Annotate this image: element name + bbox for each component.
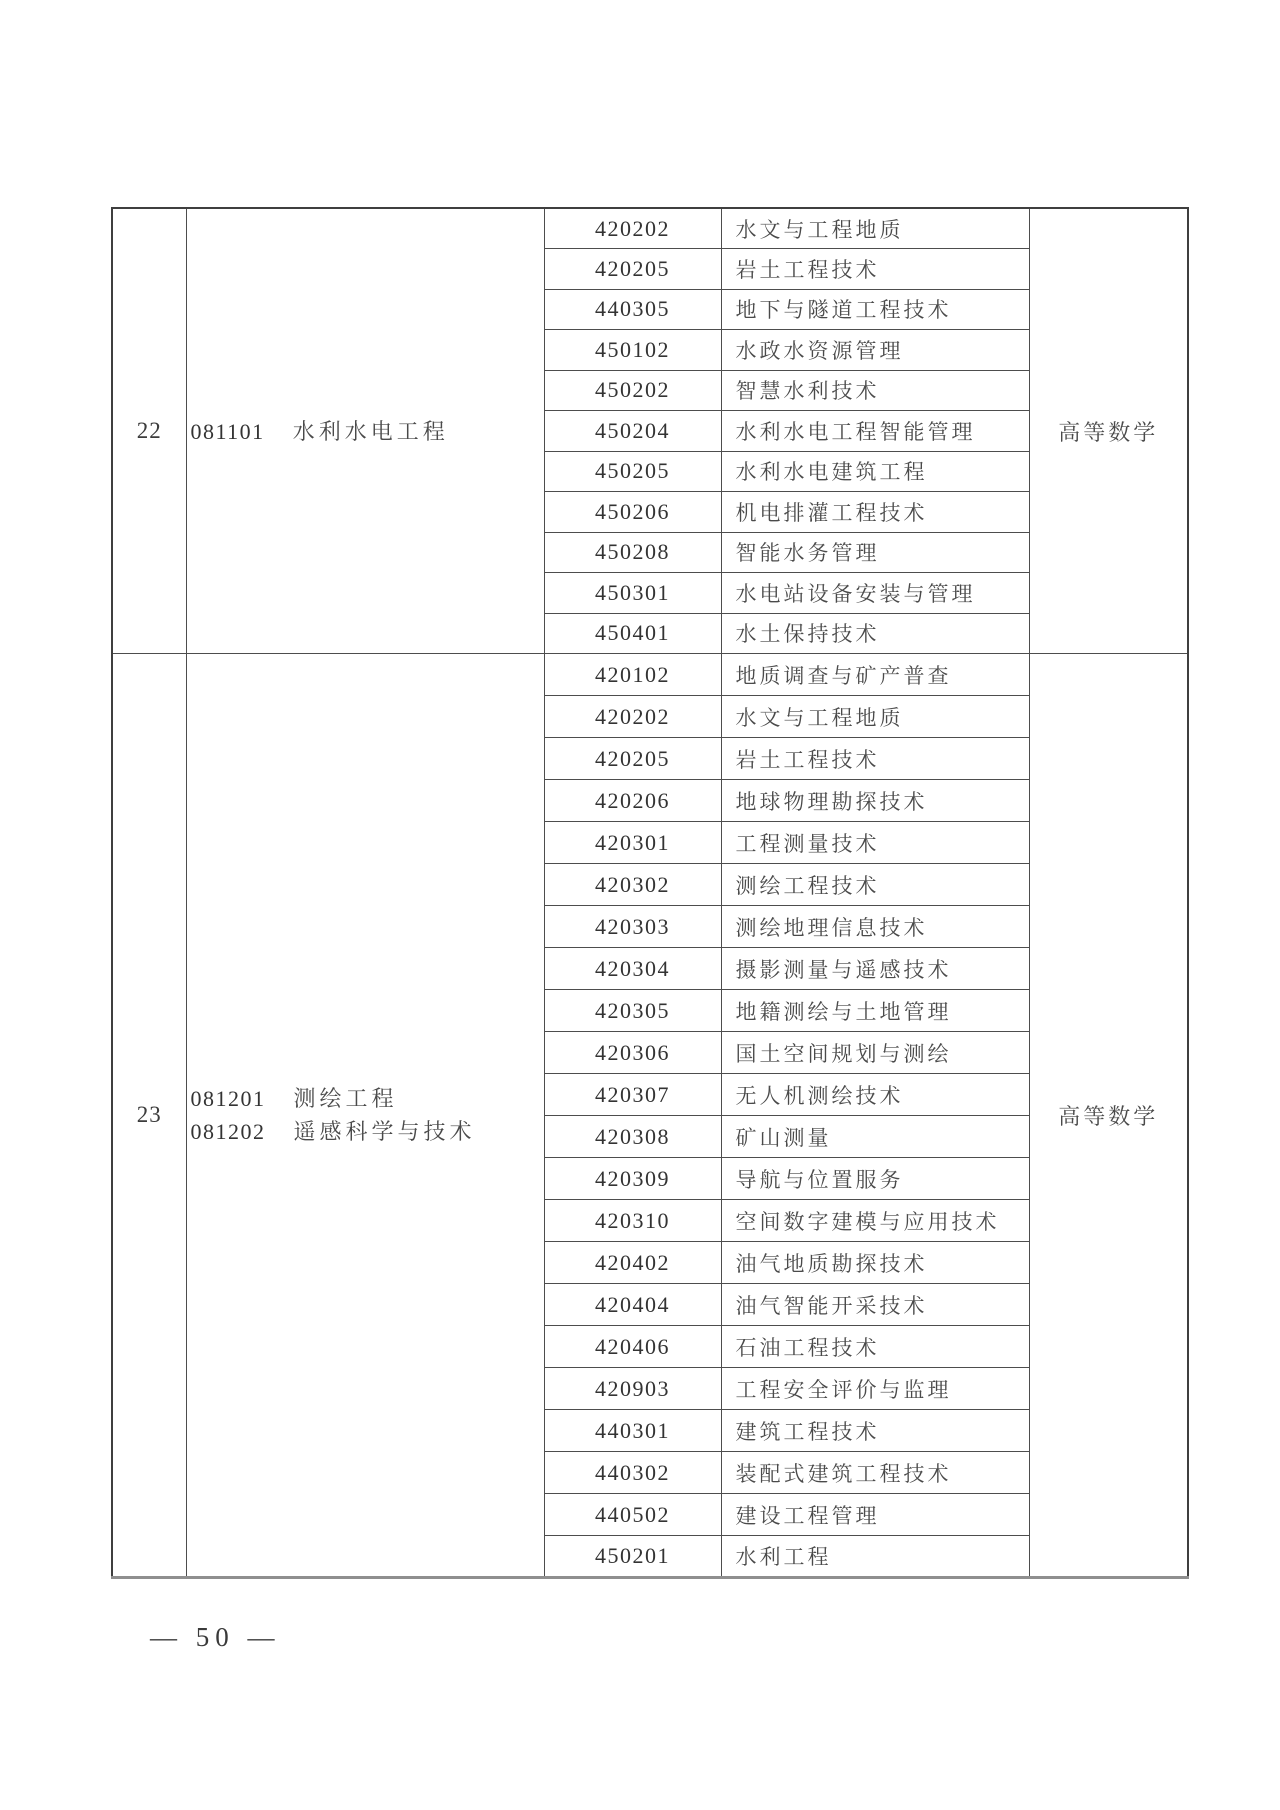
exam-subject-cell: 高等数学 (1029, 654, 1188, 1578)
specialty-name-cell: 水利水电工程智能管理 (721, 411, 1029, 452)
specialty-row (112, 208, 1188, 249)
specialty-name-cell: 空间数字建模与应用技术 (721, 1200, 1029, 1242)
specialty-code-cell: 420205 (544, 738, 721, 780)
specialty-name-cell: 水利工程 (721, 1536, 1029, 1578)
major-name: 测绘工程 (293, 1086, 398, 1111)
specialty-name-cell: 测绘工程技术 (721, 864, 1029, 906)
specialty-name-cell: 地籍测绘与土地管理 (721, 990, 1029, 1032)
specialty-name-cell: 水电站设备安装与管理 (721, 573, 1029, 614)
specialty-code-cell: 420402 (544, 1242, 721, 1284)
specialty-code-cell: 450201 (544, 1536, 721, 1578)
specialty-code-cell: 420304 (544, 948, 721, 990)
specialty-code-cell: 440502 (544, 1494, 721, 1536)
specialty-code-cell: 420406 (544, 1326, 721, 1368)
specialty-code-cell: 420307 (544, 1074, 721, 1116)
specialty-code-cell: 420205 (544, 249, 721, 290)
table-body (112, 208, 1188, 1578)
specialty-code-cell: 420202 (544, 696, 721, 738)
sequence-number-cell: 22 (112, 208, 186, 654)
specialty-code-cell: 420308 (544, 1116, 721, 1158)
majors-specialties-table (111, 207, 1189, 1579)
specialty-code-cell: 420206 (544, 780, 721, 822)
major-cell (186, 654, 544, 1578)
major-code: 081202 (190, 1119, 266, 1144)
major-name: 遥感科学与技术 (293, 1119, 476, 1144)
specialty-code-cell: 420309 (544, 1158, 721, 1200)
specialty-name-cell: 工程测量技术 (721, 822, 1029, 864)
specialty-name-cell: 水文与工程地质 (721, 696, 1029, 738)
specialty-code-cell: 440302 (544, 1452, 721, 1494)
specialty-name-cell: 地球物理勘探技术 (721, 780, 1029, 822)
specialty-name-cell: 矿山测量 (721, 1116, 1029, 1158)
major-code: 081201 (190, 1086, 266, 1111)
specialty-name-cell: 国土空间规划与测绘 (721, 1032, 1029, 1074)
specialty-name-cell: 建筑工程技术 (721, 1410, 1029, 1452)
specialty-code-cell: 450202 (544, 370, 721, 411)
exam-subject-cell: 高等数学 (1029, 208, 1188, 654)
major-name: 水利水电工程 (292, 418, 449, 444)
specialty-name-cell: 智慧水利技术 (721, 370, 1029, 411)
specialty-code-cell: 420303 (544, 906, 721, 948)
specialty-code-cell: 440301 (544, 1410, 721, 1452)
specialty-name-cell: 油气地质勘探技术 (721, 1242, 1029, 1284)
specialty-name-cell: 摄影测量与遥感技术 (721, 948, 1029, 990)
specialty-name-cell: 装配式建筑工程技术 (721, 1452, 1029, 1494)
specialty-name-cell: 地质调查与矿产普查 (721, 654, 1029, 696)
specialty-name-cell: 测绘地理信息技术 (721, 906, 1029, 948)
specialty-code-cell: 420102 (544, 654, 721, 696)
specialty-code-cell: 420306 (544, 1032, 721, 1074)
major-line (191, 1115, 543, 1148)
specialty-name-cell: 石油工程技术 (721, 1326, 1029, 1368)
specialty-name-cell: 水政水资源管理 (721, 330, 1029, 371)
specialty-name-cell: 无人机测绘技术 (721, 1074, 1029, 1116)
specialty-code-cell: 420302 (544, 864, 721, 906)
specialty-name-cell: 岩土工程技术 (721, 738, 1029, 780)
specialty-code-cell: 450301 (544, 573, 721, 614)
specialty-code-cell: 450205 (544, 451, 721, 492)
specialty-name-cell: 水文与工程地质 (721, 208, 1029, 249)
specialty-code-cell: 440305 (544, 289, 721, 330)
specialty-name-cell: 智能水务管理 (721, 532, 1029, 573)
specialty-name-cell: 水利水电建筑工程 (721, 451, 1029, 492)
specialty-code-cell: 420903 (544, 1368, 721, 1410)
specialty-code-cell: 450206 (544, 492, 721, 533)
major-line (191, 1082, 543, 1115)
sequence-number-cell: 23 (112, 654, 186, 1578)
specialty-code-cell: 450208 (544, 532, 721, 573)
major-code: 081101 (190, 418, 265, 444)
specialty-code-cell: 420202 (544, 208, 721, 249)
specialty-code-cell: 420310 (544, 1200, 721, 1242)
specialty-name-cell: 水土保持技术 (721, 613, 1029, 654)
specialty-name-cell: 导航与位置服务 (721, 1158, 1029, 1200)
specialty-name-cell: 地下与隧道工程技术 (721, 289, 1029, 330)
specialty-code-cell: 420305 (544, 990, 721, 1032)
specialty-name-cell: 岩土工程技术 (721, 249, 1029, 290)
specialty-code-cell: 450102 (544, 330, 721, 371)
specialty-name-cell: 油气智能开采技术 (721, 1284, 1029, 1326)
specialty-row (112, 654, 1188, 696)
specialty-name-cell: 机电排灌工程技术 (721, 492, 1029, 533)
major-cell (186, 208, 544, 654)
specialty-code-cell: 420301 (544, 822, 721, 864)
major-line (191, 415, 543, 448)
specialty-name-cell: 工程安全评价与监理 (721, 1368, 1029, 1410)
specialty-code-cell: 450401 (544, 613, 721, 654)
specialty-name-cell: 建设工程管理 (721, 1494, 1029, 1536)
page-number: — 50 — (150, 1622, 281, 1652)
specialty-code-cell: 450204 (544, 411, 721, 452)
specialty-code-cell: 420404 (544, 1284, 721, 1326)
